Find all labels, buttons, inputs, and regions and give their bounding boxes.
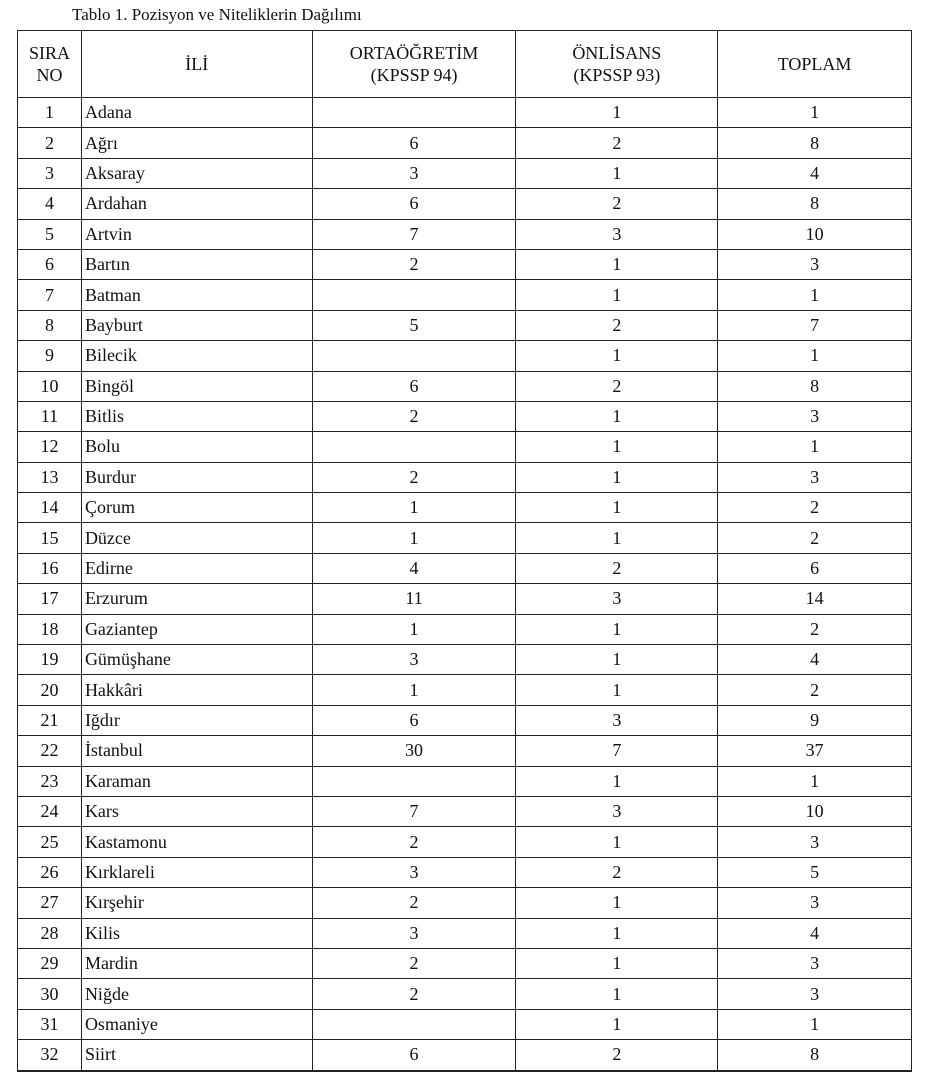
cell-toplam: 2 [718,675,912,705]
cell-onlisans: 1 [516,827,718,857]
cell-toplam: 14 [718,584,912,614]
cell-onlisans: 1 [516,918,718,948]
table-row [18,371,912,401]
cell-sira-no: 12 [18,432,82,462]
cell-ortaogretim: 6 [312,371,516,401]
cell-onlisans: 1 [516,675,718,705]
cell-il: Siirt [81,1040,312,1071]
cell-il: Burdur [81,462,312,492]
cell-toplam: 8 [718,189,912,219]
header-onlisans [516,31,718,98]
cell-onlisans: 2 [516,371,718,401]
cell-sira-no: 8 [18,310,82,340]
cell-ortaogretim: 2 [312,948,516,978]
cell-toplam: 3 [718,979,912,1009]
cell-onlisans: 1 [516,158,718,188]
table-row [18,553,912,583]
cell-onlisans: 1 [516,462,718,492]
table-row [18,401,912,431]
cell-ortaogretim [312,766,516,796]
cell-il: Iğdır [81,705,312,735]
cell-onlisans: 3 [516,796,718,826]
cell-ortaogretim [312,341,516,371]
cell-sira-no: 1 [18,98,82,128]
cell-ortaogretim [312,280,516,310]
cell-ortaogretim: 2 [312,401,516,431]
cell-ortaogretim: 1 [312,614,516,644]
cell-onlisans: 1 [516,979,718,1009]
table-row [18,614,912,644]
table-row [18,948,912,978]
table-row [18,219,912,249]
cell-onlisans: 1 [516,493,718,523]
table-row [18,736,912,766]
cell-sira-no: 23 [18,766,82,796]
cell-ortaogretim: 1 [312,523,516,553]
cell-sira-no: 24 [18,796,82,826]
cell-onlisans: 2 [516,310,718,340]
header-text: (KPSSP 93) [573,65,661,85]
header-toplam: TOPLAM [718,31,912,98]
cell-sira-no: 31 [18,1009,82,1039]
cell-toplam: 3 [718,249,912,279]
cell-ortaogretim: 6 [312,705,516,735]
table-row [18,857,912,887]
cell-toplam: 3 [718,888,912,918]
cell-il: Osmaniye [81,1009,312,1039]
table-row [18,584,912,614]
table-row [18,1040,912,1071]
cell-toplam: 1 [718,98,912,128]
cell-toplam: 3 [718,948,912,978]
table-row [18,98,912,128]
cell-onlisans: 1 [516,948,718,978]
table-row [18,827,912,857]
cell-ortaogretim: 1 [312,493,516,523]
cell-ortaogretim: 6 [312,1040,516,1071]
cell-toplam: 9 [718,705,912,735]
table-row [18,158,912,188]
cell-il: Bayburt [81,310,312,340]
cell-toplam: 3 [718,827,912,857]
cell-toplam: 2 [718,523,912,553]
cell-sira-no: 17 [18,584,82,614]
header-sira-no [18,31,82,98]
positions-table [17,30,912,1072]
cell-il: Kırklareli [81,857,312,887]
cell-sira-no: 14 [18,493,82,523]
cell-sira-no: 15 [18,523,82,553]
cell-sira-no: 22 [18,736,82,766]
table-row [18,918,912,948]
cell-il: Kars [81,796,312,826]
cell-onlisans: 2 [516,1040,718,1071]
cell-ortaogretim: 2 [312,979,516,1009]
cell-onlisans: 1 [516,523,718,553]
cell-toplam: 3 [718,401,912,431]
cell-toplam: 1 [718,432,912,462]
cell-il: Hakkâri [81,675,312,705]
cell-il: Adana [81,98,312,128]
cell-il: Bolu [81,432,312,462]
cell-il: Bartın [81,249,312,279]
cell-il: Aksaray [81,158,312,188]
cell-ortaogretim: 7 [312,219,516,249]
cell-sira-no: 26 [18,857,82,887]
cell-toplam: 1 [718,1009,912,1039]
table-row [18,493,912,523]
cell-onlisans: 1 [516,341,718,371]
cell-il: Ardahan [81,189,312,219]
cell-ortaogretim [312,1009,516,1039]
cell-onlisans: 1 [516,98,718,128]
table-row [18,796,912,826]
table-row [18,766,912,796]
cell-il: Edirne [81,553,312,583]
table-caption: Tablo 1. Pozisyon ve Niteliklerin Dağılımı [72,5,362,24]
cell-il: Kilis [81,918,312,948]
cell-ortaogretim: 3 [312,645,516,675]
cell-onlisans: 2 [516,128,718,158]
table-row [18,128,912,158]
table-row [18,462,912,492]
table-row [18,523,912,553]
cell-sira-no: 16 [18,553,82,583]
cell-toplam: 37 [718,736,912,766]
cell-ortaogretim: 2 [312,888,516,918]
cell-ortaogretim: 6 [312,128,516,158]
header-text: (KPSSP 94) [370,65,458,85]
cell-onlisans: 1 [516,249,718,279]
header-text: ÖNLİSANS [572,43,662,63]
cell-toplam: 2 [718,493,912,523]
cell-ortaogretim: 2 [312,462,516,492]
cell-onlisans: 3 [516,584,718,614]
table-row [18,280,912,310]
cell-il: Kastamonu [81,827,312,857]
cell-il: Bilecik [81,341,312,371]
header-text: NO [36,65,63,85]
cell-il: Artvin [81,219,312,249]
cell-onlisans: 2 [516,553,718,583]
cell-il: Ağrı [81,128,312,158]
cell-toplam: 8 [718,371,912,401]
cell-toplam: 8 [718,128,912,158]
cell-ortaogretim [312,432,516,462]
cell-toplam: 5 [718,857,912,887]
cell-toplam: 10 [718,796,912,826]
cell-sira-no: 27 [18,888,82,918]
cell-onlisans: 1 [516,401,718,431]
cell-sira-no: 29 [18,948,82,978]
cell-il: Çorum [81,493,312,523]
cell-sira-no: 13 [18,462,82,492]
cell-ortaogretim: 3 [312,857,516,887]
table-row [18,675,912,705]
cell-onlisans: 1 [516,614,718,644]
cell-ortaogretim: 1 [312,675,516,705]
cell-onlisans: 3 [516,219,718,249]
cell-sira-no: 32 [18,1040,82,1071]
cell-toplam: 10 [718,219,912,249]
cell-il: Kırşehir [81,888,312,918]
table-row [18,341,912,371]
cell-sira-no: 5 [18,219,82,249]
cell-il: Bitlis [81,401,312,431]
cell-sira-no: 19 [18,645,82,675]
cell-toplam: 1 [718,766,912,796]
cell-toplam: 2 [718,614,912,644]
cell-ortaogretim: 11 [312,584,516,614]
cell-il: İstanbul [81,736,312,766]
cell-il: Batman [81,280,312,310]
cell-il: Mardin [81,948,312,978]
cell-toplam: 8 [718,1040,912,1071]
table-row [18,645,912,675]
cell-sira-no: 21 [18,705,82,735]
cell-il: Erzurum [81,584,312,614]
table-row [18,1009,912,1039]
header-text: SIRA [28,43,70,63]
cell-toplam: 1 [718,341,912,371]
table-row [18,888,912,918]
cell-il: Gaziantep [81,614,312,644]
header-text: ORTAÖĞRETİM [349,43,479,63]
cell-onlisans: 2 [516,857,718,887]
cell-ortaogretim: 2 [312,249,516,279]
cell-onlisans: 1 [516,645,718,675]
table-row [18,979,912,1009]
cell-sira-no: 10 [18,371,82,401]
header-il: İLİ [81,31,312,98]
cell-ortaogretim: 3 [312,918,516,948]
cell-il: Gümüşhane [81,645,312,675]
cell-onlisans: 1 [516,432,718,462]
cell-toplam: 7 [718,310,912,340]
cell-toplam: 3 [718,462,912,492]
cell-il: Bingöl [81,371,312,401]
cell-onlisans: 3 [516,705,718,735]
cell-sira-no: 6 [18,249,82,279]
cell-sira-no: 30 [18,979,82,1009]
cell-onlisans: 7 [516,736,718,766]
cell-sira-no: 25 [18,827,82,857]
cell-sira-no: 11 [18,401,82,431]
table-row [18,310,912,340]
cell-il: Karaman [81,766,312,796]
cell-ortaogretim: 4 [312,553,516,583]
cell-ortaogretim: 6 [312,189,516,219]
cell-toplam: 4 [718,918,912,948]
cell-sira-no: 4 [18,189,82,219]
cell-onlisans: 1 [516,766,718,796]
cell-sira-no: 18 [18,614,82,644]
cell-toplam: 6 [718,553,912,583]
cell-toplam: 4 [718,158,912,188]
cell-sira-no: 9 [18,341,82,371]
table-row [18,432,912,462]
table-row [18,705,912,735]
cell-sira-no: 7 [18,280,82,310]
cell-onlisans: 1 [516,888,718,918]
table-header-row [18,31,912,98]
cell-sira-no: 2 [18,128,82,158]
table-row [18,189,912,219]
cell-ortaogretim: 30 [312,736,516,766]
cell-sira-no: 28 [18,918,82,948]
cell-ortaogretim [312,98,516,128]
cell-onlisans: 2 [516,189,718,219]
cell-onlisans: 1 [516,1009,718,1039]
cell-toplam: 4 [718,645,912,675]
cell-ortaogretim: 7 [312,796,516,826]
cell-ortaogretim: 3 [312,158,516,188]
table-row [18,249,912,279]
cell-il: Niğde [81,979,312,1009]
cell-sira-no: 20 [18,675,82,705]
cell-toplam: 1 [718,280,912,310]
cell-onlisans: 1 [516,280,718,310]
header-ortaogretim [312,31,516,98]
cell-sira-no: 3 [18,158,82,188]
cell-ortaogretim: 5 [312,310,516,340]
cell-ortaogretim: 2 [312,827,516,857]
cell-il: Düzce [81,523,312,553]
